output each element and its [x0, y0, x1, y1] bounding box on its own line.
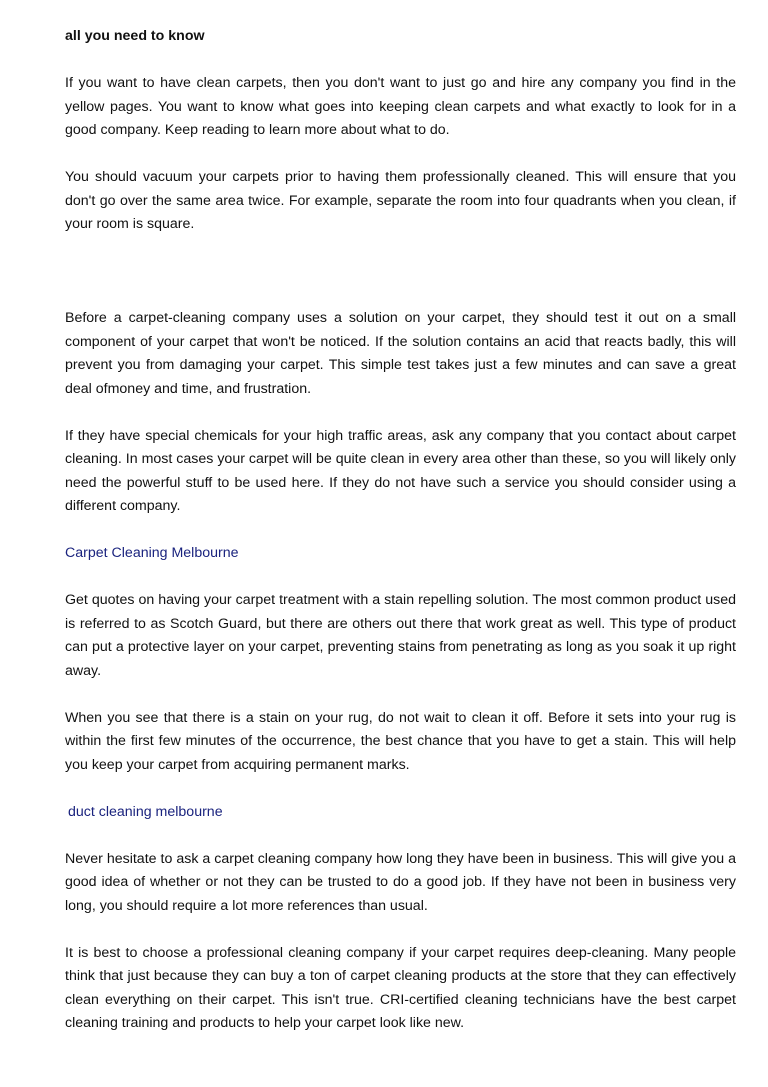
paragraph-stain-rug: When you see that there is a stain on your rug, do not wait to clean it off. Before it sets into your rug is within the first few minutes of the occurrence, the best chance that you have to get a stain. This will help you keep your carpet from acquiring permanent marks.: [65, 709, 736, 773]
duct-cleaning-melbourne-link[interactable]: duct cleaning melbourne: [68, 803, 223, 820]
paragraph-professional: It is best to choose a professional cleaning company if your carpet requires deep-cleaning. Many people think that just because they can buy a ton of carpet cleaning products at the store that they can effectively clean everything on their carpet. This isn't true. CRI-certified cleaning technicians have the best carpet cleaning training and products to help your carpet look like new.: [65, 944, 736, 1031]
paragraph-intro: If you want to have clean carpets, then you don't want to just go and hire any company you find in the yellow pages. You want to know what goes into keeping clean carpets and what exactly to look for in a good company. Keep reading to learn more about what to do.: [65, 75, 736, 138]
carpet-cleaning-melbourne-link[interactable]: Carpet Cleaning Melbourne: [65, 545, 239, 561]
paragraph-vacuum: You should vacuum your carpets prior to having them professionally cleaned. This will ensure that you don't go over the same area twice. For example, separate the room into four quadrants when you clean, if your room is square.: [65, 169, 736, 232]
link-container-duct: [65, 801, 736, 825]
paragraph-business-age: Never hesitate to ask a carpet cleaning company how long they have been in business. This will give you a good idea of whether or not they can be trusted to do a good job. If they have not been in business very long, you should require a lot more references than usual.: [65, 850, 736, 914]
document-page: [65, 25, 736, 1059]
link-container-carpet: [65, 542, 736, 566]
document-title: all you need to know: [65, 28, 205, 44]
paragraph-special-chemicals: If they have special chemicals for your high traffic areas, ask any company that you contact about carpet cleaning. In most cases your carpet will be quite clean in every area other than these, so you will likely only need the powerful stuff to be used here. If they do not have such a service you should consider using a different company.: [65, 427, 736, 514]
paragraph-stain-repelling: Get quotes on having your carpet treatment with a stain repelling solution. The most common product used is referred to as Scotch Guard, but there are others out there that work great as well. This type of product can put a protective layer on your carpet, preventing stains from penetrating as long as you soak it up right away.: [65, 592, 736, 679]
blank-space: [65, 260, 736, 307]
paragraph-test-solution: Before a carpet-cleaning company uses a solution on your carpet, they should test it out on a small component of your carpet that won't be noticed. If the solution contains an acid that reacts badly, this will prevent you from damaging your carpet. This simple test takes just a few minutes and can save a great deal ofmoney and time, and frustration.: [65, 310, 736, 397]
